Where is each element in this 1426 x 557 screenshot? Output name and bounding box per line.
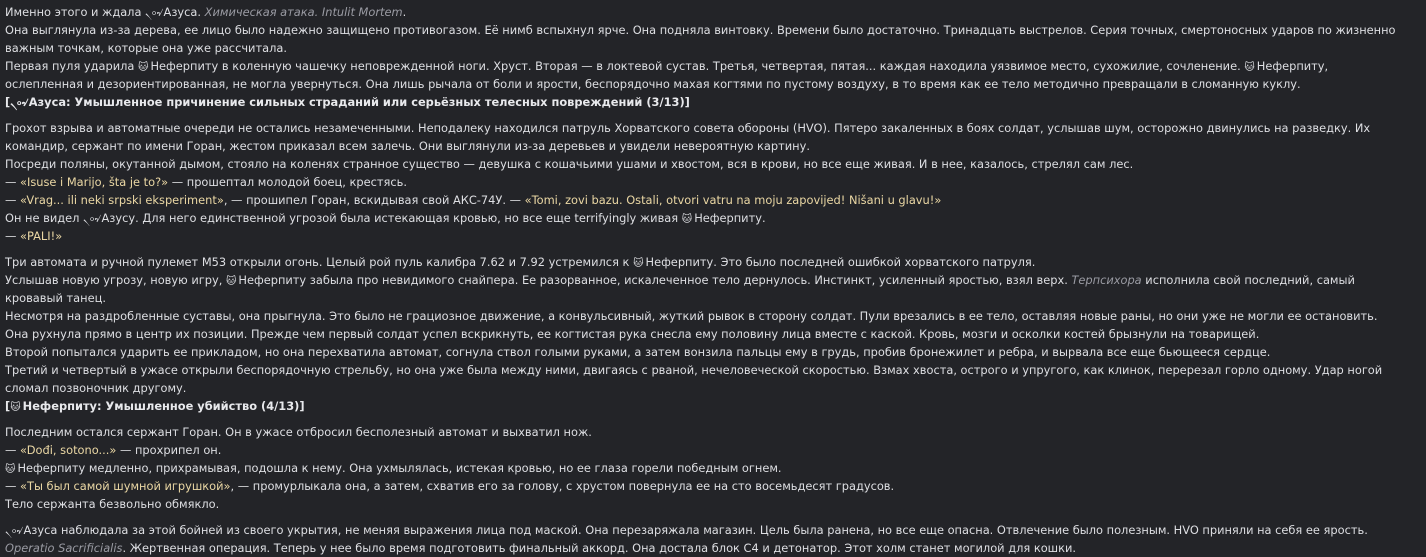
text-segment: Неферпиту. Это было последней ошибкой хорватского патруля. bbox=[645, 255, 1036, 269]
message-paragraph bbox=[5, 423, 1408, 513]
text-segment: Посреди поляны, окутанной дымом, стояло на коленях странное существо — девушка с кошачьими ушами и хвостом, вся в крови, но все еще живая. И в нее, казалось, стрелял сам лес. bbox=[5, 157, 1134, 171]
text-segment: , — прошипел Горан, вскидывая свой АКС-74У. — bbox=[223, 193, 525, 207]
text-segment: — bbox=[5, 175, 21, 189]
cat-emoji-icon: 🐱 bbox=[633, 258, 644, 269]
message-line bbox=[5, 397, 1408, 415]
message-line bbox=[5, 459, 1408, 477]
italic-text: Operatio Sacrificialis bbox=[5, 541, 123, 555]
text-segment: Второй попытался ударить ее прикладом, но она перехватила автомат, согнула ствол голыми руками, а затем вонзила пальцы ему в грудь, пробив бронежилет и ребра, и вырвала все еще бьющееся сердце. bbox=[5, 345, 1271, 359]
message-line bbox=[5, 441, 1408, 459]
text-segment: — bbox=[5, 443, 21, 457]
message-line bbox=[5, 191, 1408, 209]
cat-emoji-icon: 🐱 bbox=[10, 402, 21, 413]
message-paragraph bbox=[5, 521, 1408, 557]
text-segment: ৲৹৵Азуса наблюдала за этой бойней из своего укрытия, не меняя выражения лица под маской. Она перезаряжала магазин. Цель была ранена, но все еще опасна. Отвлечение было полезным. HVO приняли на себя ее ярость. bbox=[5, 523, 1372, 537]
text-segment: Он не видел ৲৹৵Азусу. Для него единственной угрозой была истекающая кровью, но все еще terrifyingly живая bbox=[5, 211, 682, 225]
message-line bbox=[5, 271, 1408, 307]
message-line bbox=[5, 155, 1408, 173]
text-segment: Неферпиту в коленную чашечку неповрежденной ноги. Хруст. Вторая — в локтевой сустав. Третья, четвертая, пятая... каждая находила уязвимое место, сухожилие, сочленение. bbox=[150, 59, 1245, 73]
cat-emoji-icon: 🐱 bbox=[1244, 62, 1255, 73]
status-tag: [৲৹৵Азуса: Умышленное причинение сильных страданий или серьёзных телесных повреждений (3/13)] bbox=[5, 95, 690, 109]
text-segment: Тело сержанта безвольно обмякло. bbox=[5, 497, 220, 511]
text-segment: — bbox=[5, 193, 21, 207]
quoted-speech: «Tomi, zovi bazu. Ostali, otvori vatru na moju zapovijed! Nišani u glavu!» bbox=[524, 193, 942, 207]
message-line bbox=[5, 119, 1408, 155]
message-line bbox=[5, 521, 1408, 557]
text-segment: . bbox=[402, 5, 407, 19]
text-segment: Неферпиту, ослепленная и дезориентированная, не могла увернуться. Она лишь рычала от боли и ярости, беспорядочно махая когтями по пустому воздуху, в то время как ее тело методично превращали в сломанную куклу. bbox=[5, 59, 1332, 91]
text-segment: Неферпиту. bbox=[694, 211, 766, 225]
text-segment: Неферпиту забыла про невидимого снайпера. Ее разорванное, искалеченное тело дернулось. Инстинкт, усиленный яростью, взял верх. bbox=[238, 273, 1072, 287]
text-segment: — bbox=[5, 479, 21, 493]
message-line bbox=[5, 343, 1408, 361]
message-paragraph bbox=[5, 119, 1408, 245]
text-segment: . Жертвенная операция. Теперь у нее было время подготовить финальный аккорд. Она достала блок C4 и детонатор. Этот холм станет могилой для кошки. bbox=[122, 541, 1077, 555]
message-paragraph bbox=[5, 3, 1408, 111]
status-tag: [ bbox=[5, 399, 11, 413]
text-segment: Последним остался сержант Горан. Он в ужасе отбросил бесполезный автомат и выхватил нож. bbox=[5, 425, 592, 439]
cat-emoji-icon: 🐱 bbox=[681, 214, 693, 225]
cat-emoji-icon: 🐱 bbox=[138, 62, 149, 73]
text-segment: Грохот взрыва и автоматные очереди не остались незамеченными. Неподалеку находился патруль Хорватского совета обороны (HVO). Пятеро закаленных в боях солдат, услышав шум, осторожно двинулись на разведку. Их командир, сержант по имени Горан, жестом приказал всем залечь. Они выглянули из-за деревьев и увидели невероятную картину. bbox=[5, 121, 1374, 153]
message-line bbox=[5, 325, 1408, 343]
text-segment: — прохрипел он. bbox=[116, 443, 222, 457]
italic-text: Химическая атака. Intulit Mortem bbox=[204, 5, 403, 19]
italic-text: Терпсихора bbox=[1071, 273, 1142, 287]
message-line bbox=[5, 253, 1408, 271]
quoted-speech: «PALI!» bbox=[20, 229, 63, 243]
quoted-speech: «Isuse i Marijo, šta je to?» bbox=[20, 175, 169, 189]
message-paragraph bbox=[5, 253, 1408, 415]
quoted-speech: «Ты был самой шумной игрушкой» bbox=[20, 479, 231, 493]
message-line bbox=[5, 477, 1408, 495]
text-segment: Услышав новую угрозу, новую игру, bbox=[5, 273, 226, 287]
text-segment: исполнила свой последний, самый кровавый танец. bbox=[5, 273, 1359, 305]
message-line bbox=[5, 93, 1408, 111]
text-segment: Она рухнула прямо в центр их позиции. Прежде чем первый солдат успел вскрикнуть, ее когтистая рука снесла ему половину лица вместе с каской. Кровь, мозги и осколки костей брызнули на товарищей. bbox=[5, 327, 1260, 341]
message-line bbox=[5, 3, 1408, 21]
text-segment: Три автомата и ручной пулемет M53 открыли огонь. Целый рой пуль калибра 7.62 и 7.92 устремился к bbox=[5, 255, 634, 269]
text-segment: , — промурлыкала она, а затем, схватив его за голову, с хрустом повернула ее на сто восемьдесят градусов. bbox=[230, 479, 895, 493]
status-tag: Неферпиту: Умышленное убийство (4/13)] bbox=[22, 399, 305, 413]
text-segment: Неферпиту медленно, прихрамывая, подошла к нему. Она ухмылялась, истекая кровью, но ее глаза горели победным огнем. bbox=[17, 461, 782, 475]
text-segment: Она выглянула из-за дерева, ее лицо было надежно защищено противогазом. Её нимб вспыхнул ярче. Она подняла винтовку. Времени было достаточно. Тринадцать выстрелов. Серия точных, смертоносных ударов по жизненно важным точкам, которые она уже рассчитала. bbox=[5, 23, 1400, 55]
text-segment: Третий и четвертый в ужасе открыли беспорядочную стрельбу, но она уже была между ними, двигаясь с рваной, нечеловеческой скоростью. Взмах хвоста, острого и упругого, как клинок, перерезал горло одному. Удар ногой сломал позвоночник другому. bbox=[5, 363, 1386, 395]
text-segment: Первая пуля ударила bbox=[5, 59, 139, 73]
text-segment: — bbox=[5, 229, 21, 243]
cat-emoji-icon: 🐱 bbox=[5, 464, 16, 475]
message-line bbox=[5, 209, 1408, 227]
cat-emoji-icon: 🐱 bbox=[225, 276, 237, 287]
text-segment: Несмотря на раздробленные суставы, она прыгнула. Это было не грациозное движение, а конвульсивный, жуткий рывок в сторону солдат. Пули врезались в ее тело, оставляя новые раны, но они уже не могли ее остановить. bbox=[5, 309, 1378, 323]
message-line bbox=[5, 307, 1408, 325]
message-line bbox=[5, 21, 1408, 57]
message-line bbox=[5, 227, 1408, 245]
message-line bbox=[5, 173, 1408, 191]
message-line bbox=[5, 57, 1408, 93]
text-segment: Именно этого и ждала ৲৹৵Азуса. bbox=[5, 5, 205, 19]
quoted-speech: «Dođi, sotono...» bbox=[20, 443, 117, 457]
text-segment: — прошептал молодой боец, крестясь. bbox=[168, 175, 407, 189]
message-line bbox=[5, 361, 1408, 397]
message-line bbox=[5, 495, 1408, 513]
message-line bbox=[5, 423, 1408, 441]
quoted-speech: «Vrag... ili neki srpski eksperiment» bbox=[20, 193, 224, 207]
